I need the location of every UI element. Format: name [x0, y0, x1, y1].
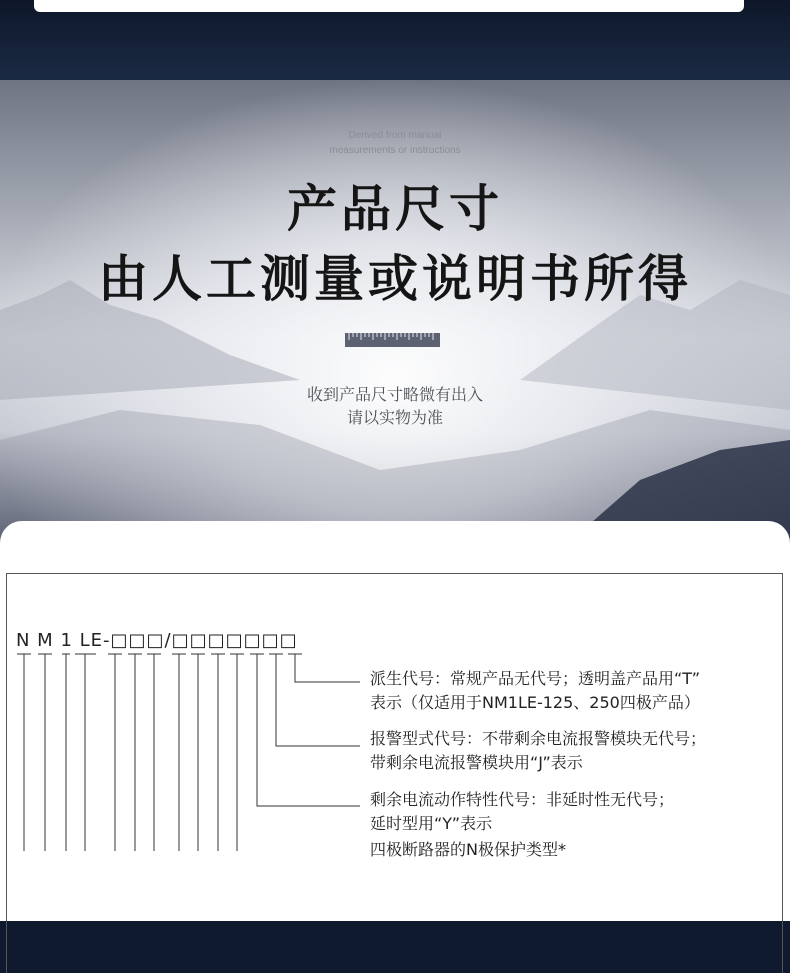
ruler-icon [345, 333, 440, 347]
model-code: N M 1 LE-□□□/□□□□□□□ [16, 630, 298, 651]
top-dark-band [0, 0, 790, 80]
spec-item-npole-line1: 四极断路器的N极保护类型* [370, 840, 566, 859]
english-caption-line2: measurements or instructions [329, 145, 461, 156]
notice-line1: 收到产品尺寸略微有出入 [306, 385, 483, 404]
page-title-line2: 由人工测量或说明书所得 [98, 250, 692, 308]
spec-item-derivative-line1: 派生代号：常规产品无代号；透明盖产品用“T” [370, 669, 701, 688]
spec-card [0, 521, 790, 921]
spec-item-derivative-line2: 表示（仅适用于NM1LE-125、250四极产品） [370, 693, 700, 712]
notice-line2: 请以实物为准 [346, 408, 443, 427]
english-caption-line1: Derived from manual [348, 130, 442, 141]
top-white-bar [34, 0, 744, 12]
hero-banner [0, 80, 790, 550]
spec-item-residual-line2: 延时型用“Y”表示 [370, 814, 493, 833]
spec-item-alarm-line1: 报警型式代号：不带剩余电流报警模块无代号； [370, 729, 707, 748]
page-title-line1: 产品尺寸 [287, 180, 503, 238]
spec-item-residual-line1: 剩余电流动作特性代号：非延时性无代号； [370, 790, 675, 809]
spec-item-alarm-line2: 带剩余电流报警模块用“J”表示 [370, 753, 583, 772]
